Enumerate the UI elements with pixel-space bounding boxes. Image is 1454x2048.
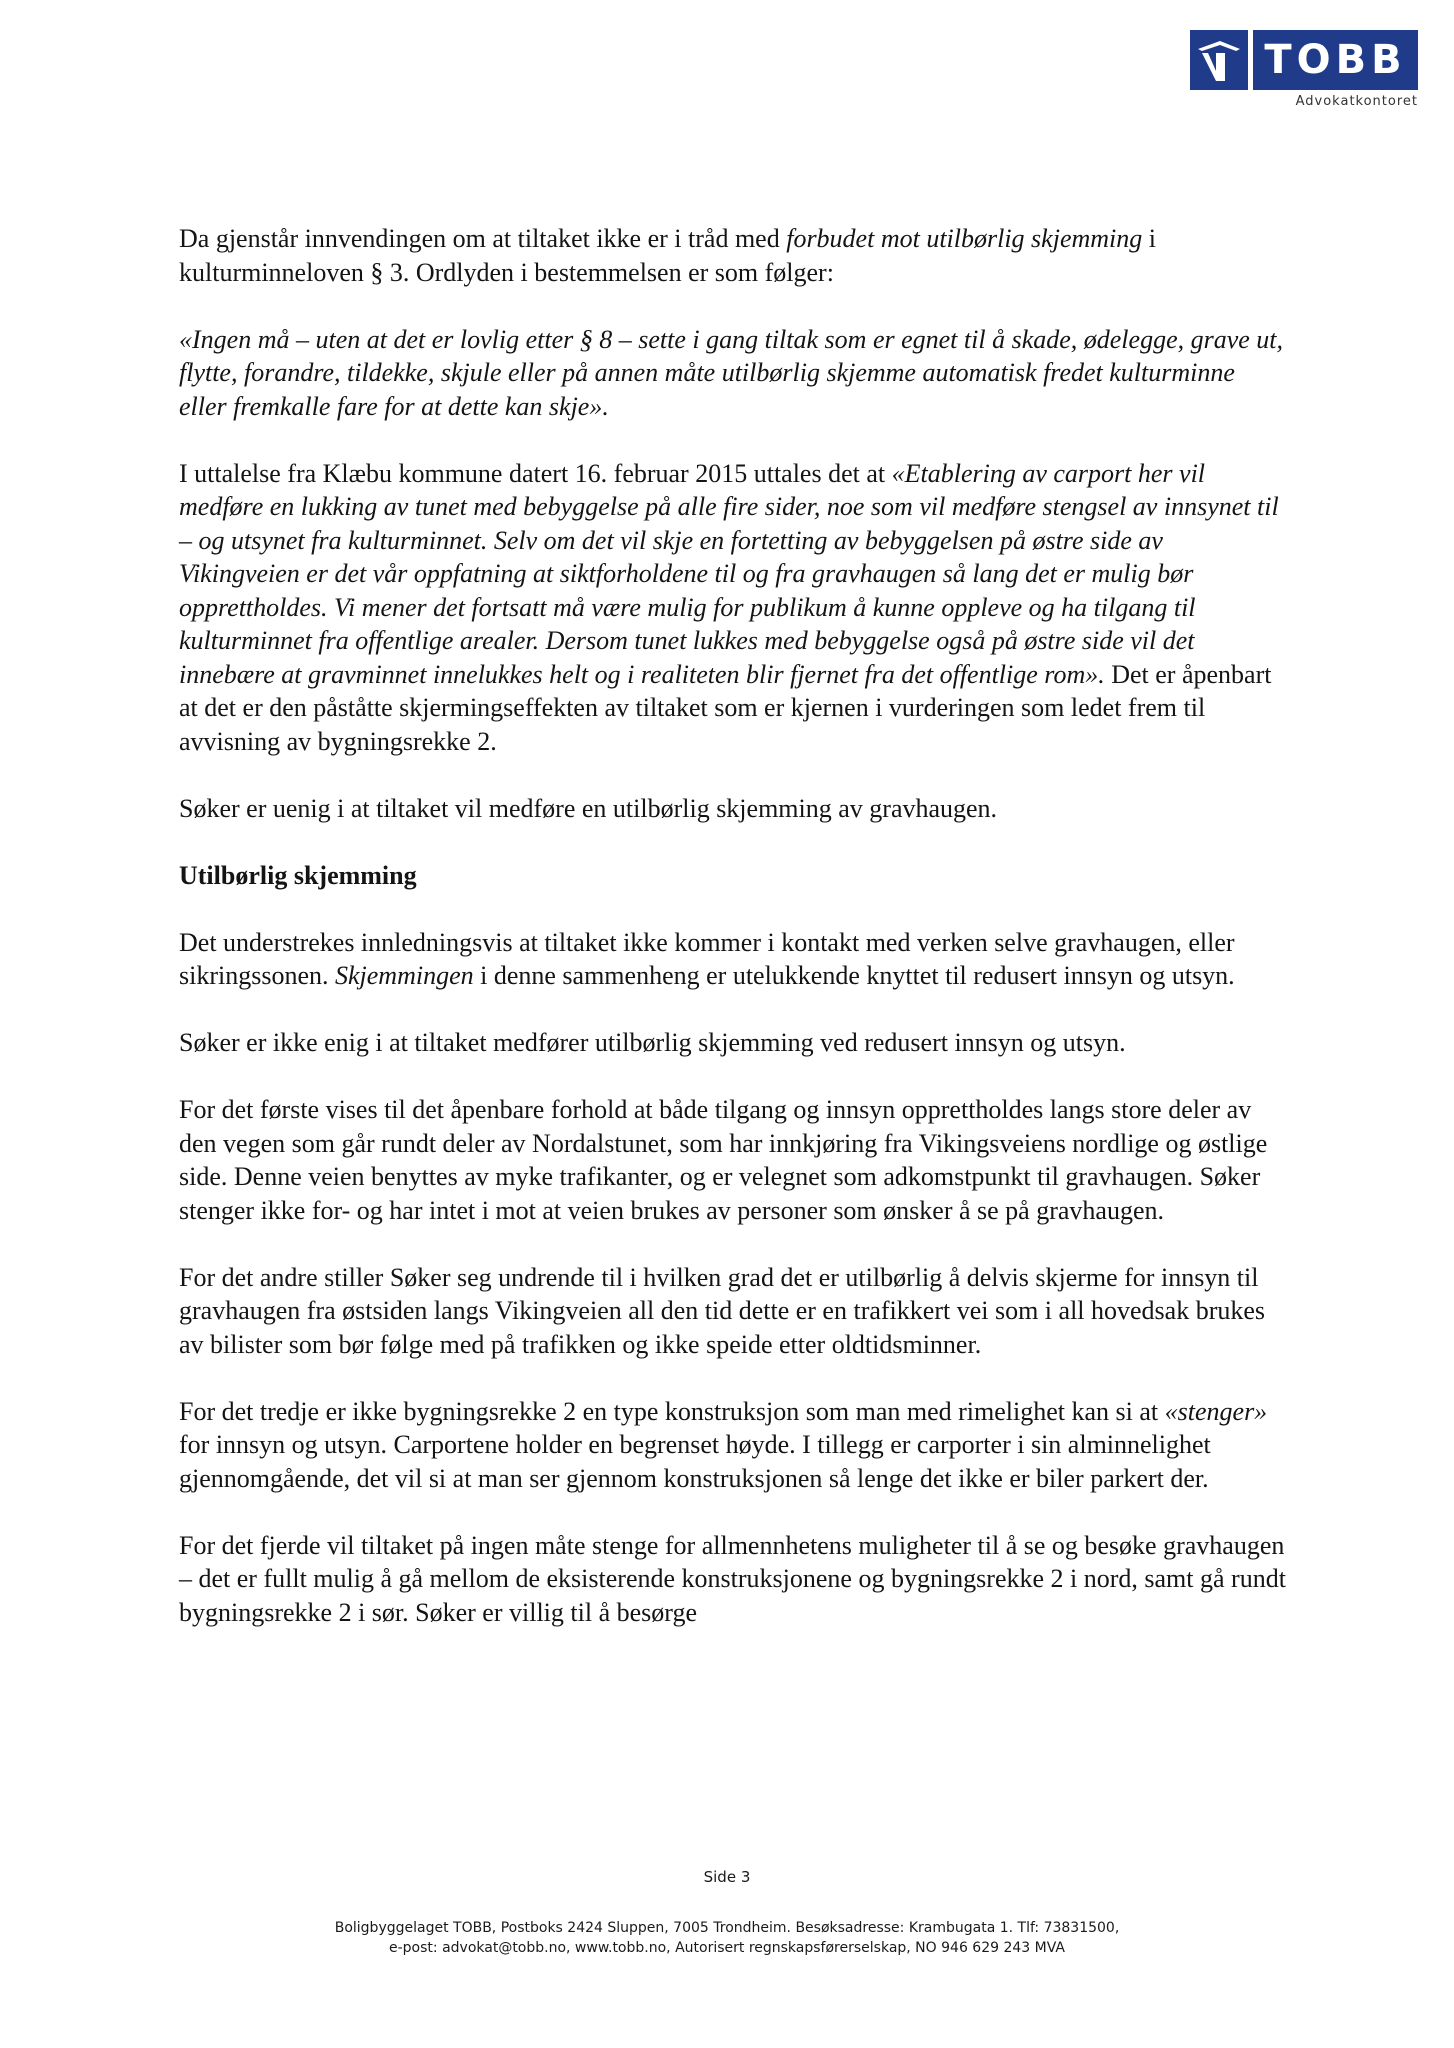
italic-text: forbudet mot utilbørlig skjemming [786, 224, 1143, 253]
text-run: i kulturminneloven § 3. Ordlyden i bestemmelsen er som følger: [179, 224, 1156, 287]
house-icon [1190, 30, 1248, 90]
paragraph [179, 1261, 1289, 1362]
text-run: Søker er ikke enig i at tiltaket medfører utilbørlig skjemming ved redusert innsyn og utsyn. [179, 1028, 1126, 1057]
paragraph [179, 926, 1289, 993]
paragraph [179, 1395, 1289, 1496]
letter-body [179, 222, 1289, 1663]
text-run: Utilbørlig skjemming [179, 860, 417, 890]
page-footer [0, 1868, 1454, 1958]
paragraph [179, 323, 1289, 424]
logo-text: TOBB [1264, 37, 1407, 83]
page-number: Side 3 [703, 1868, 751, 1886]
italic-text: «Etablering av carport her vil medføre en lukking av tunet med bebyggelse på alle fire sider, noe som vil medføre stengsel av innsynet til – og utsynet fra kulturminnet. Selv om det vil skje en fortetting av bebyggelsen på østre side av Vikingveien er det vår oppfatning at siktforholdene til og fra gravhaugen så lang det er mulig bør opprettholdes. Vi mener det fortsatt må være mulig for publikum å kunne oppleve og ha tilgang til kulturminnet fra offentlige arealer. Dersom tunet lukkes med bebyggelse også på østre side vil det innebære at gravminnet innelukkes helt og i realiteten blir fjernet fra det offentlige rom». [179, 458, 1279, 689]
text-run: Det er åpenbart at det er den påståtte skjermingseffekten av tiltaket som er kjernen i vurderingen som ledet frem til avvisning av bygningsrekke 2. [179, 659, 1272, 756]
paragraph [179, 1093, 1289, 1227]
text-run: For det første vises til det åpenbare forhold at både tilgang og innsyn opprettholdes langs store deler av den vegen som går rundt deler av Nordalstunet, som har innkjøring fra Vikingsveiens nordlige og østlige side. Denne veien benyttes av myke trafikanter, og er velegnet som adkomstpunkt til gravhaugen. Søker stenger ikke for- og har intet i mot at veien brukes av personer som ønsker å se på gravhaugen. [179, 1095, 1268, 1225]
paragraph [179, 1026, 1289, 1060]
text-run: For det andre stiller Søker seg undrende til i hvilken grad det er utilbørlig å delvis skjerme for innsyn til gravhaugen fra østsiden langs Vikingveien all den tid dette er en trafikkert vei som i all hovedsak brukes av bilister som bør følge med på trafikken og ikke speide etter oldtidsminner. [179, 1262, 1266, 1359]
logo-subtitle: Advokatkontoret [1295, 94, 1418, 109]
text-run: Da gjenstår innvendingen om at tiltaket ikke er i tråd med [179, 224, 787, 253]
text-run: Det understrekes innledningsvis at tiltaket ikke kommer i kontakt med verken selve gravhaugen, eller sikringssonen. [179, 927, 1235, 990]
italic-text: «stenger» [1164, 1396, 1268, 1426]
text-run: for innsyn og utsyn. Carportene holder en begrenset høyde. I tillegg er carporter i sin alminnelighet gjennomgående, det vil si at man ser gjennom konstruksjonen så lenge det ikke er biler parkert der. [179, 1430, 1211, 1493]
text-run: i denne sammenheng er utelukkende knyttet til redusert innsyn og utsyn. [473, 961, 1235, 990]
text-run: For det fjerde vil tiltaket på ingen måte stenge for allmennhetens muligheter til å se og besøke gravhaugen – det er fullt mulig å gå mellom de eksisterende konstruksjonene og bygningsrekke 2 i nord, samt gå rundt bygningsrekke 2 i sør. Søker er villig til å besørge [179, 1530, 1286, 1627]
logo-box [1190, 30, 1418, 90]
paragraph [179, 457, 1289, 759]
paragraph [179, 222, 1289, 289]
text-run: Søker er uenig i at tiltaket vil medføre en utilbørlig skjemming av gravhaugen. [179, 793, 998, 823]
footer-address: Boligbyggelaget TOBB, Postboks 2424 Sluppen, 7005 Trondheim. Besøksadresse: Krambugata 1. Tlf: 73831500, [334, 1920, 1120, 1936]
italic-text: «Ingen må – uten at det er lovlig etter § 8 – sette i gang tiltak som er egnet til å skade, ødelegge, grave ut, flytte, forandre, tildekke, skjule eller på annen måte utilbørlig skjemme automatisk fredet kulturminne eller fremkalle fare for at dette kan skje». [179, 324, 1284, 421]
italic-text: Skjemmingen [335, 961, 474, 990]
paragraph [179, 1529, 1289, 1630]
text-run: I uttalelse fra Klæbu kommune datert 16. februar 2015 uttales det at [179, 458, 892, 488]
text-run: For det tredje er ikke bygningsrekke 2 en type konstruksjon som man med rimelighet kan si at [179, 1396, 1165, 1426]
paragraph [179, 792, 1289, 826]
footer-contact: e-post: advokat@tobb.no, www.tobb.no, Autorisert regnskapsførerselskap, NO 946 629 243 MVA [389, 1940, 1065, 1956]
tobb-logo [1190, 30, 1418, 109]
section-heading [179, 859, 1289, 893]
